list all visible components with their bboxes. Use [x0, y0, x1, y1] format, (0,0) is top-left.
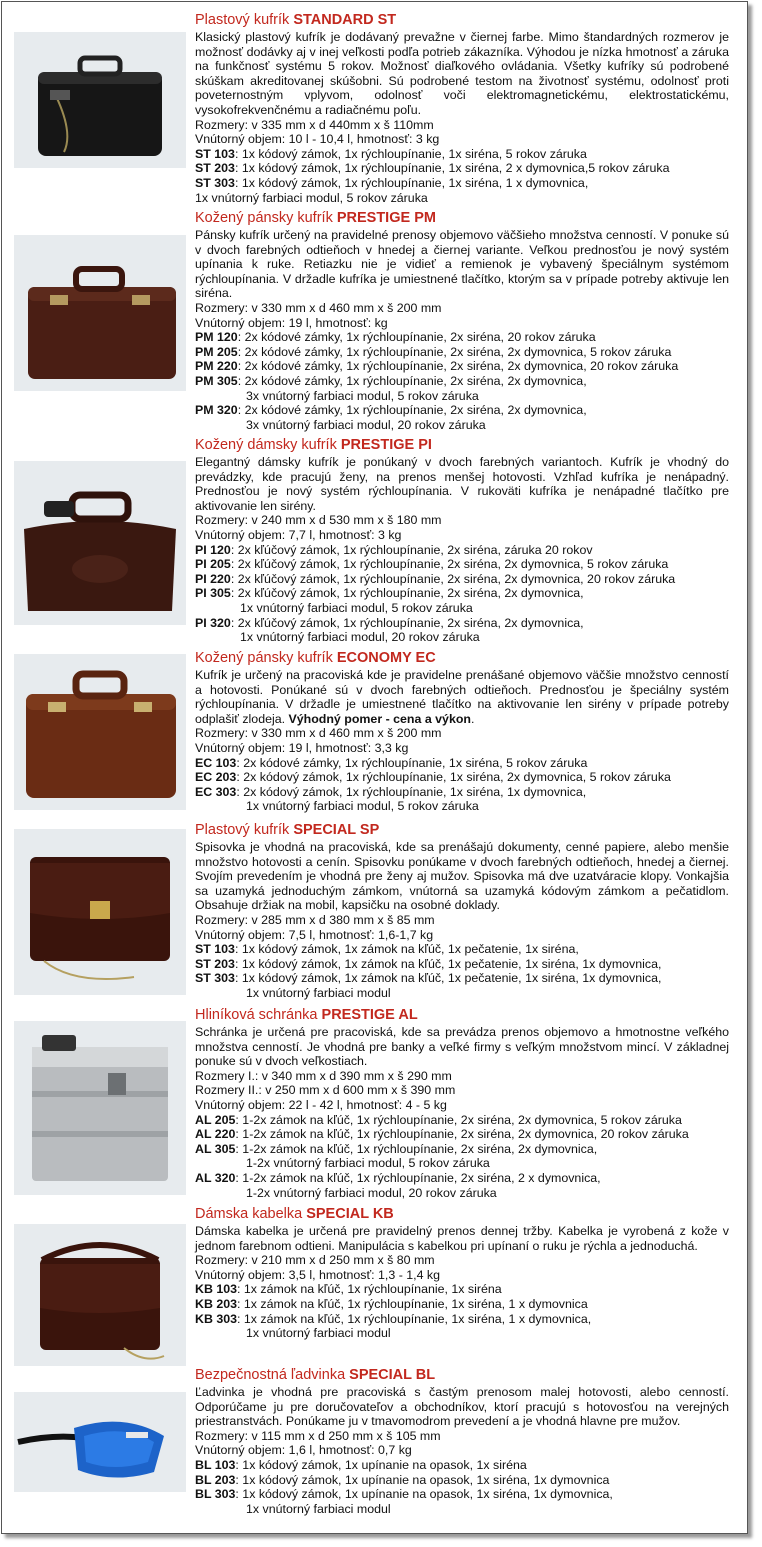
spec-continuation: 1x vnútorný farbiaci modul [246, 1326, 391, 1341]
spec-row: ST 103: 1x kódový zámok, 1x zámok na kľúč, 1x pečatenie, 1x siréna, [195, 942, 579, 957]
product-description: Elegantný dámsky kufrík je ponúkaný v dvoch farebných variantoch. Kufrík je vhodný do prevádzky, kde pracujú ženy, na prenos menšej hotovosti. Vzhľad kufríka je nenápadný. Prednosťou je nový systém rýchloupínania. V rukoväti kufríka je nenápadné tlačítko pre aktivovanie len sirény. [195, 455, 729, 513]
spec-row: EC 103: 2x kódové zámky, 1x rýchloupínanie, 1x siréna, 5 rokov záruka [195, 755, 588, 770]
spec-row: EC 303: 2x kódový zámok, 1x rýchloupínanie, 1x siréna, 1x dymovnica, [195, 784, 587, 799]
product-dimensions: Rozmery: v 210 mm x d 250 mm x š 80 mm [195, 1253, 435, 1268]
black-plastic-briefcase-photo [14, 32, 186, 168]
aluminium-box-photo [14, 1021, 186, 1195]
spec-row: PM 220: 2x kódové zámky, 1x rýchloupínanie, 2x siréna, 2x dymovnica, 20 rokov záruka [195, 359, 679, 374]
spec-row: PI 120: 2x kľúčový zámok, 1x rýchloupínanie, 2x siréna, záruka 20 rokov [195, 542, 593, 557]
spec-row: PI 305: 2x kľúčový zámok, 1x rýchloupínanie, 2x siréna, 2x dymovnica, [195, 586, 584, 601]
spec-row: BL 303: 1x kódový zámok, 1x upínanie na opasok, 1x siréna, 1x dymovnica, [195, 1487, 613, 1502]
spec-row: AL 320: 1-2x zámok na kľúč, 1x rýchloupínanie, 2x siréna, 2 x dymovnica, [195, 1170, 601, 1185]
leather-handbag-photo [14, 1224, 186, 1366]
product-title: Hliníková schránka PRESTIGE AL [195, 1007, 418, 1023]
spec-row: AL 305: 1-2x zámok na kľúč, 1x rýchloupínanie, 2x siréna, 2x dymovnica, [195, 1141, 598, 1156]
spec-row: ST 203: 1x kódový zámok, 1x zámok na kľúč, 1x pečatenie, 1x siréna, 1x dymovnica, [195, 956, 662, 971]
product-dimensions: Rozmery: v 285 mm x d 380 mm x š 85 mm [195, 912, 435, 927]
leather-doctor-bag-photo [14, 461, 186, 625]
spec-row: AL 220: 1-2x zámok na kľúč, 1x rýchloupínanie, 2x siréna, 2x dymovnica, 20 rokov záruka [195, 1127, 689, 1142]
spec-row: KB 303: 1x zámok na kľúč, 1x rýchloupínanie, 1x siréna, 1 x dymovnica, [195, 1311, 592, 1326]
product-volume: Vnútorný objem: 19 l, hmotnosť: kg [195, 315, 388, 330]
spec-row: PI 220: 2x kľúčový zámok, 1x rýchloupínanie, 2x siréna, 2x dymovnica, 20 rokov záruka [195, 571, 676, 586]
spec-row: PM 120: 2x kódové zámky, 1x rýchloupínanie, 2x siréna, 20 rokov záruka [195, 330, 596, 345]
spec-row: PI 205: 2x kľúčový zámok, 1x rýchloupínanie, 2x siréna, 2x dymovnica, 5 rokov záruka [195, 557, 669, 572]
spec-row: BL 203: 1x kódový zámok, 1x upínanie na opasok, 1x siréna, 1x dymovnica [195, 1472, 610, 1487]
spec-row: KB 103: 1x zámok na kľúč, 1x rýchloupínanie, 1x siréna [195, 1282, 502, 1297]
document-folder-bag-photo [14, 829, 186, 995]
spec-row: ST 303: 1x kódový zámok, 1x rýchloupínanie, 1x siréna, 1 x dymovnica, [195, 175, 589, 190]
spec-row: ST 203: 1x kódový zámok, 1x rýchloupínanie, 1x siréna, 2 x dymovnica,5 rokov záruka [195, 161, 670, 176]
product-title: Kožený pánsky kufrík PRESTIGE PM [195, 210, 436, 226]
product-dimensions: Rozmery: v 330 mm x d 460 mm x š 200 mm [195, 300, 442, 315]
product-description: Spisovka je vhodná na pracoviská, kde sa prenášajú dokumenty, cenné papiere, alebo menšie množstvo hotovosti a cenín. Spisovku ponúkame v dvoch farebných odtieňoch, hnedej a čiernej. Svojím prevedením je vhodná pre ženy aj mužov. Spisovka má dve uzatváracie klopy. Vonkajšia sa uzamyká jednoduchým zámkom, vnútorná sa uzamyká kódovým zámkom a pečatidlom. Obsahuje držiak na mobil, kapsičku na osobné doklady. [195, 840, 729, 913]
spec-row: PM 320: 2x kódové zámky, 1x rýchloupínanie, 2x siréna, 2x dymovnica, [195, 403, 587, 418]
product-dimensions: Rozmery: v 330 mm x d 460 mm x š 200 mm [195, 726, 442, 741]
brown-leather-briefcase-photo [14, 235, 186, 391]
product-description: Ľadvinka je vhodná pre pracoviská s častým prenosom malej hotovosti, alebo cenností. Odporúčame ju pre doručovateľov a obchodníkov, ktorí pracujú s hotovosťou na verejných priestranstvách. Ponúkame ju v tmavomodrom prevedení a je vhodná hlavne pre mužov. [195, 1385, 729, 1429]
spec-continuation: 1-2x vnútorný farbiaci modul, 5 rokov záruka [246, 1156, 490, 1171]
product-description: Dámska kabelka je určená pre pravidelný prenos dennej tržby. Kabelka je vyrobená z kože v jednom farebnom odtieni. Manipulácia s kabelkou pri upínaní o ruku je rýchla a jednoduchá. [195, 1224, 729, 1253]
product-description: Klasický plastový kufrík je dodávaný prevažne v čiernej farbe. Mimo štandardných rozmerov je možnosť dodávky aj v inej veľkosti podľa potrieb zákazníka. Výhodou je nízka hmotnosť a záruka na funkčnosť systému 5 rokov. Možnosť diaľkového ovládania. Všetky kufríky sú podrobené skúškam akreditovanej skúšobni. Sú podrobené testom na životnosť systému, odolnosť proti poveternostným vplyvom, odolnosť voči elektromagnetickému, elektrostatickému, vysokofrekvenčnému a radiačnému poľu. [195, 30, 729, 117]
product-dimensions: Rozmery: v 115 mm x d 250 mm x š 105 mm [195, 1428, 441, 1443]
product-volume: Vnútorný objem: 7,7 l, hmotnosť: 3 kg [195, 527, 402, 542]
tan-leather-briefcase-photo [14, 654, 186, 810]
spec-continuation: 1x vnútorný farbiaci modul, 5 rokov záruka [240, 600, 473, 615]
product-volume: Vnútorný objem: 1,6 l, hmotnosť: 0,7 kg [195, 1443, 412, 1458]
product-volume: Vnútorný objem: 10 l - 10,4 l, hmotnosť: 3 kg [195, 132, 440, 147]
spec-row: BL 103: 1x kódový zámok, 1x upínanie na opasok, 1x siréna [195, 1457, 527, 1472]
spec-row: PM 305: 2x kódové zámky, 1x rýchloupínanie, 2x siréna, 2x dymovnica, [195, 373, 587, 388]
spec-continuation: 3x vnútorný farbiaci modul, 5 rokov záruka [246, 388, 479, 403]
spec-continuation: 3x vnútorný farbiaci modul, 20 rokov záruka [246, 417, 486, 432]
product-volume: Vnútorný objem: 3,5 l, hmotnosť: 1,3 - 1,4 kg [195, 1267, 441, 1282]
spec-row: KB 203: 1x zámok na kľúč, 1x rýchloupínanie, 1x siréna, 1 x dymovnica [195, 1296, 588, 1311]
product-volume: Vnútorný objem: 22 l - 42 l, hmotnosť: 4 - 5 kg [195, 1097, 447, 1112]
spec-row: PI 320: 2x kľúčový zámok, 1x rýchloupínanie, 2x siréna, 2x dymovnica, [195, 615, 584, 630]
product-dimensions-2: Rozmery II.: v 250 mm x d 600 mm x š 390 mm [195, 1083, 456, 1098]
spec-tail: 1x vnútorný farbiaci modul, 5 rokov záruka [195, 190, 428, 205]
product-volume: Vnútorný objem: 7,5 l, hmotnosť: 1,6-1,7 kg [195, 927, 434, 942]
spec-row: ST 103: 1x kódový zámok, 1x rýchloupínanie, 1x siréna, 5 rokov záruka [195, 146, 587, 161]
spec-row: PM 205: 2x kódové zámky, 1x rýchloupínanie, 2x siréna, 2x dymovnica, 5 rokov záruka [195, 344, 672, 359]
product-title: Kožený pánsky kufrík ECONOMY EC [195, 650, 436, 666]
spec-row: EC 203: 2x kódový zámok, 1x rýchloupínanie, 1x siréna, 2x dymovnica, 5 rokov záruka [195, 770, 671, 785]
product-title: Plastový kufrík SPECIAL SP [195, 822, 380, 838]
product-description: Pánsky kufrík určený na pravidelné prenosy objemovo väčšieho množstva cenností. V ponuke sú v dvoch farebných odtieňoch v hnedej a čiernej variante. Veľkou prednosťou je nový systém upínania k ruke. Retiazku nie je vidieť a remienok je vybavený špeciálnym systémom rýchloupínania. V držadle kufríka je umiestnené tlačítko, ktorým sa v prípade potreby aktivuje len siréna. [195, 228, 729, 301]
spec-row: ST 303: 1x kódový zámok, 1x zámok na kľúč, 1x pečatenie, 1x siréna, 1x dymovnica, [195, 971, 662, 986]
product-title: Dámska kabelka SPECIAL KB [195, 1206, 394, 1222]
product-description: Kufrík je určený na pracoviská kde je pravidelne prenášané objemovo väčšie množstvo cenností a hotovosti. Ponúkané sú v dvoch farebných odtieňoch. Prednosťou je špeciálny systém rýchloupínania. V držadle je umiestnené tlačítko na aktivovanie len sirény v prípade potreby odplašiť zlodeja. Výhodný pomer - cena a výkon. [195, 668, 729, 726]
spec-continuation: 1x vnútorný farbiaci modul, 20 rokov záruka [240, 630, 480, 645]
product-title: Bezpečnostná ľadvinka SPECIAL BL [195, 1367, 436, 1383]
spec-continuation: 1-2x vnútorný farbiaci modul, 20 rokov záruka [246, 1185, 497, 1200]
spec-continuation: 1x vnútorný farbiaci modul [246, 985, 391, 1000]
product-dimensions: Rozmery: v 335 mm x d 440mm x š 110mm [195, 117, 434, 132]
spec-row: AL 205: 1-2x zámok na kľúč, 1x rýchloupínanie, 2x siréna, 2x dymovnica, 5 rokov záruka [195, 1112, 682, 1127]
product-volume: Vnútorný objem: 19 l, hmotnosť: 3,3 kg [195, 740, 409, 755]
product-title: Kožený dámsky kufrík PRESTIGE PI [195, 437, 432, 453]
blue-waist-bag-photo [14, 1392, 186, 1492]
product-description: Schránka je určená pre pracoviská, kde sa prevádza prenos objemovo a hmotnostne veľkého množstva cenností. Je vhodná pre banky a veľké firmy s veľkým množstvom mincí. V základnej ponuke sú v dvoch veľkostiach. [195, 1025, 729, 1069]
catalog-page [1, 1, 748, 1534]
spec-continuation: 1x vnútorný farbiaci modul [246, 1501, 391, 1516]
spec-continuation: 1x vnútorný farbiaci modul, 5 rokov záruka [246, 799, 479, 814]
product-dimensions: Rozmery I.: v 340 mm x d 390 mm x š 290 mm [195, 1068, 452, 1083]
product-title: Plastový kufrík STANDARD ST [195, 12, 397, 28]
product-dimensions: Rozmery: v 240 mm x d 530 mm x š 180 mm [195, 513, 442, 528]
